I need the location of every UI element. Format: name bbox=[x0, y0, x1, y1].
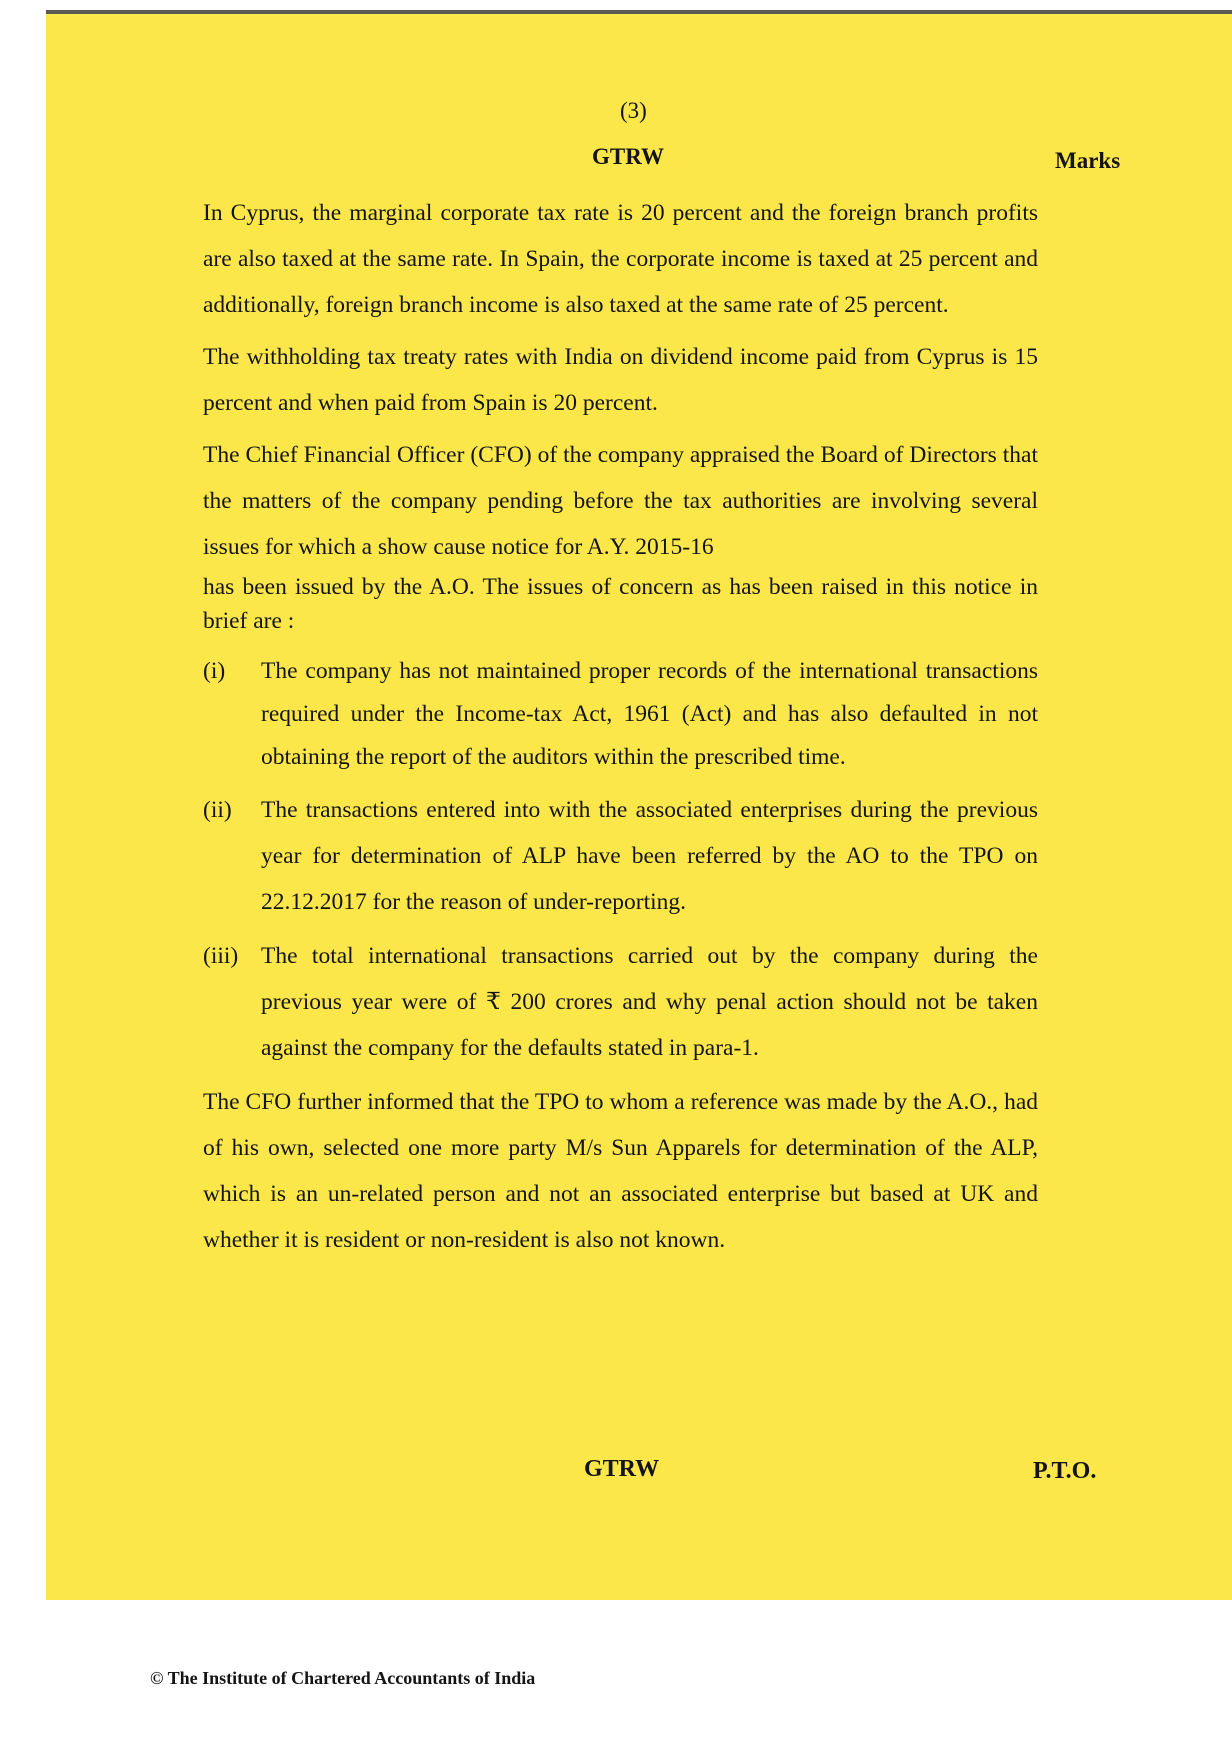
paragraph-cyprus-spain-rates: In Cyprus, the marginal corporate tax rate is 20 percent and the foreign branch profits are also taxed at the same rate. In Spain, the corporate income is taxed at 25 percent and additionally, foreign branch income is also taxed at the same rate of 25 percent. bbox=[203, 200, 1038, 318]
page-number: (3) bbox=[620, 98, 647, 123]
paragraph-withholding-rates: The withholding tax treaty rates with India on dividend income paid from Cyprus is 15 percent and when paid from Spain is 20 percent. bbox=[203, 344, 1038, 416]
copyright-notice: © The Institute of Chartered Accountants of India bbox=[150, 1668, 536, 1688]
issue-item bbox=[203, 650, 1038, 779]
header-paper-code: GTRW bbox=[592, 144, 665, 169]
issue-label: (ii) bbox=[203, 797, 232, 823]
issue-label: (i) bbox=[203, 658, 226, 684]
paragraph-cfo-notice bbox=[203, 432, 1038, 570]
issue-text: The company has not maintained proper records of the international transactions required under the Income-tax Act, 1961 (Act) and has also defaulted in not obtaining the report of the auditors within the prescribed time. bbox=[261, 658, 1038, 770]
issue-text: The transactions entered into with the associated enterprises during the previous year for determination of ALP have been referred by the AO to the TPO on 22.12.2017 for the reason of under-reporting. bbox=[261, 797, 1038, 915]
question-body bbox=[203, 190, 1038, 1269]
marks-column-label: Marks bbox=[1055, 148, 1121, 173]
issue-label: (iii) bbox=[203, 943, 239, 969]
paragraph-cfo-notice-continued: has been issued by the A.O. The issues of concern as has been raised in this notice in brief are : bbox=[203, 574, 1038, 634]
issue-item bbox=[203, 933, 1038, 1071]
issue-item bbox=[203, 787, 1038, 925]
paragraph-tpo-selection: The CFO further informed that the TPO to whom a reference was made by the A.O., had of his own, selected one more party M/s Sun Apparels for determination of the ALP, which is an un-related person and not an associated enterprise but based at UK and whether it is resident or non-resident is also not known. bbox=[203, 1089, 1038, 1253]
issue-text: The total international transactions carried out by the company during the previous year were of ₹ 200 crores and why penal action should not be taken against the company for the defaults stated in para-1. bbox=[261, 943, 1038, 1061]
footer-paper-code: GTRW bbox=[584, 1456, 660, 1482]
please-turn-over: P.T.O. bbox=[1033, 1458, 1097, 1484]
paragraph-cfo-notice-part1: The Chief Financial Officer (CFO) of the company appraised the Board of Directors that the matters of the company pending before the tax authorities are involving several issues for which a show cause notice for A.Y. 2015-16 bbox=[203, 442, 1038, 560]
